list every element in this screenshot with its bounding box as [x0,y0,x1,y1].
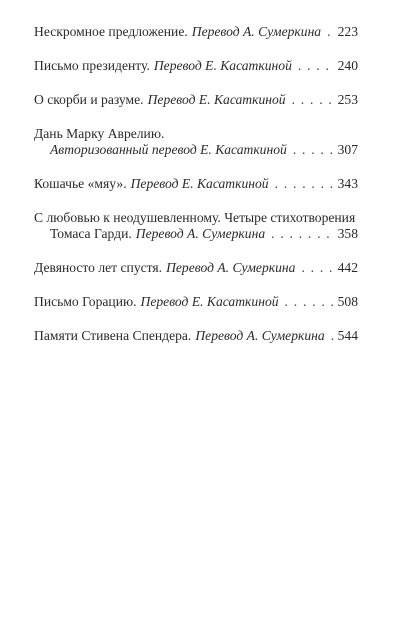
dot-leader [301,260,333,276]
toc-entry-line [34,24,358,40]
toc-entry-translator: Перевод А. Сумеркина [191,24,322,39]
dot-leader [327,24,334,40]
toc-entry-title: С любовью к неодушевленному. Четыре стихотворения [34,210,356,225]
toc-entry-page-number: 307 [337,142,358,157]
toc-entry-title: Кошачье «мяу». [34,176,127,191]
toc-entry-line [34,226,358,242]
toc-entry [34,126,358,158]
toc-entry-line [34,58,358,74]
toc-entry-title: Нескромное предложение. [34,24,188,39]
toc-entry-page-number: 508 [337,294,358,309]
dot-leader [298,58,334,74]
toc-entry-page-number: 544 [337,328,358,343]
toc-entry-translator: Перевод А. Сумеркина [195,328,325,343]
toc-entry-title: Дань Марку Аврелию. [34,126,165,141]
toc-entry [34,92,358,108]
toc-entry-line [34,260,358,276]
toc-entry-line [34,210,358,226]
dot-leader [275,176,334,192]
toc-entry-translator: Перевод А. Сумеркина [135,226,266,241]
toc-entry-title: Письмо Горацию. [34,294,137,309]
toc-entry-translator: Перевод Е. Касаткиной [147,92,286,107]
toc-entry [34,24,358,40]
dot-leader [331,328,334,344]
toc-entry-translator: Перевод Е. Касаткиной [140,294,279,309]
toc-entry-page-number: 358 [337,226,358,241]
toc-entry [34,58,358,74]
toc-entry-title: О скорби и разуме. [34,92,144,107]
toc-entry-title: Девяносто лет спустя. [34,260,163,275]
table-of-contents [34,24,358,362]
toc-entry-translator: Перевод Е. Касаткиной [130,176,269,191]
toc-entry-line [34,294,358,310]
toc-entry [34,260,358,276]
dot-leader [285,294,334,310]
toc-entry-line [34,328,358,344]
toc-entry-title: Памяти Стивена Спендера. [34,328,192,343]
toc-entry-title: Письмо президенту. [34,58,150,73]
toc-entry-page-number: 442 [337,260,358,275]
toc-entry [34,176,358,192]
toc-entry-page-number: 240 [337,58,358,73]
dot-leader [271,226,333,242]
dot-leader [293,142,334,158]
toc-entry-page-number: 253 [337,92,358,107]
toc-entry [34,294,358,310]
toc-entry-line [34,126,358,142]
toc-entry [34,328,358,344]
toc-entry-translator: Перевод А. Сумеркина [166,260,296,275]
toc-entry-page-number: 223 [337,24,358,39]
toc-entry-title-continued: Томаса Гарди. [50,226,132,241]
toc-entry-line [34,92,358,108]
toc-entry-translator: Авторизованный перевод Е. Касаткиной [50,142,287,157]
toc-entry-line [34,142,358,158]
toc-entry-translator: Перевод Е. Касаткиной [153,58,292,73]
toc-entry-line [34,176,358,192]
toc-entry-page-number: 343 [337,176,358,191]
toc-entry [34,210,358,242]
dot-leader [292,92,334,108]
